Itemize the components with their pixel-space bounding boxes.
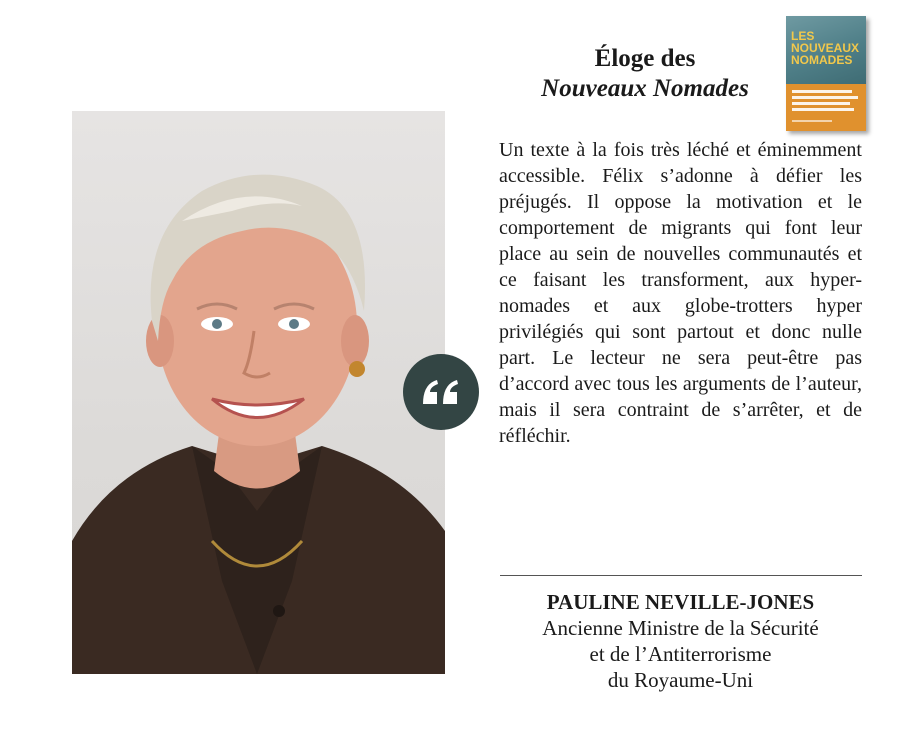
author-block [499,589,862,693]
heading-line2: Nouveaux Nomades [541,75,749,102]
quote-text: Un texte à la fois très léché et éminemment accessible. Félix s’adonne à défier les préjugés. Il oppose la motivation et le comportement de migrants qui font leur place au sein de nouvelles communautés et ce faisant les transforment, aux hyper-nomades et aux globe-trotters hyper privilégiés qui sont partout et donc nulle part. Le lecteur ne sera peut-être pas d’accord avec tous les arguments de l’auteur, mais il sera contraint de s’arrêter, et de réfléchir. [499,139,862,447]
heading-line1: Éloge des [594,45,696,72]
author-role-line3: du Royaume-Uni [607,668,754,692]
quote-icon [421,378,461,406]
portrait-photo [72,111,445,674]
quote-badge [403,354,479,430]
portrait-illustration [72,111,445,674]
author-name: PAULINE NEVILLE-JONES [546,590,815,614]
book-title: LES NOUVEAUX NOMADES [791,29,860,67]
author-role-line1: Ancienne Ministre de la Sécurité [542,616,819,640]
book-cover-image [786,16,866,131]
author-role-line2: et de l’Antiterrorisme [589,642,772,666]
heading [525,44,765,104]
divider [500,575,862,576]
